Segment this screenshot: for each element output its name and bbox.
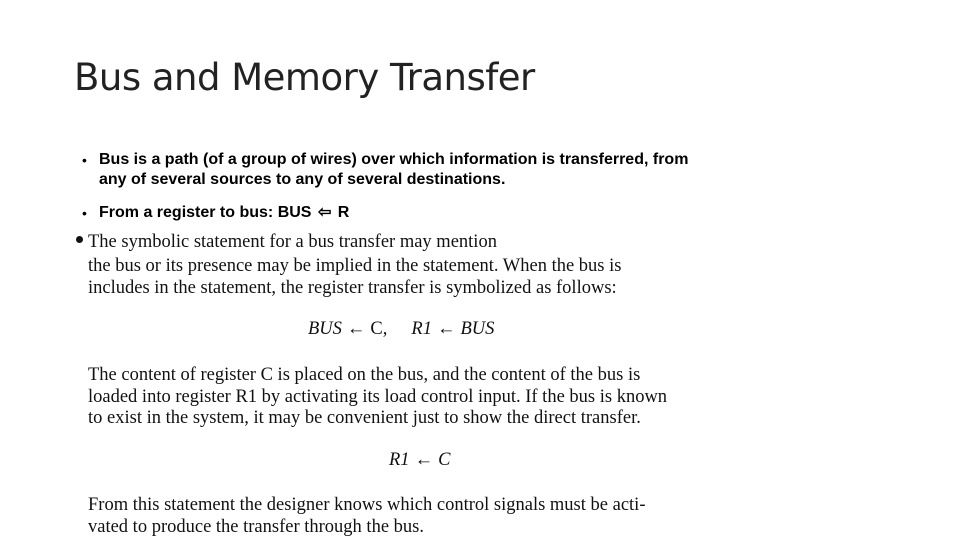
bullet-text-source: R [337, 204, 350, 221]
left-arrow-icon: ← [436, 319, 456, 339]
bullet-bus-definition [80, 150, 780, 190]
scan-paragraph-line: From this statement the designer knows which control signals must be acti- [88, 495, 646, 515]
equation-term: BUS [460, 319, 495, 339]
bullet-text: From a register to bus: BUS [99, 204, 312, 221]
equation-direct-transfer [389, 450, 450, 471]
scan-bullet-dot [76, 236, 83, 243]
scan-paragraph-line: includes in the statement, the register transfer is symbolized as follows: [88, 278, 617, 298]
slide-title: Bus and Memory Transfer [74, 56, 535, 99]
bullet-list [80, 150, 780, 223]
bullet-marker: • [82, 205, 87, 221]
scan-paragraph-line: vated to produce the transfer through the bus. [88, 517, 424, 537]
scan-paragraph-line: The symbolic statement for a bus transfer may mention [88, 232, 497, 252]
equation-term: R1 [389, 450, 410, 470]
left-arrow-icon: ⇦ [317, 204, 332, 221]
equation-term: C, [370, 319, 388, 339]
scanned-textbook-excerpt [76, 231, 776, 540]
bullet-text-line: Bus is a path (of a group of wires) over which information is transferred, from [99, 151, 689, 168]
bullet-register-to-bus [80, 203, 780, 223]
bullet-text-line: any of several sources to any of several destinations. [99, 171, 506, 188]
bullet-marker: • [82, 152, 87, 168]
equation-bus-transfer [308, 319, 494, 340]
scan-paragraph-line: loaded into register R1 by activating its load control input. If the bus is known [88, 387, 668, 407]
equation-term: R1 [411, 319, 432, 339]
left-arrow-icon: ← [414, 450, 434, 470]
equation-term: C [438, 450, 451, 470]
scan-paragraph-line: the bus or its presence may be implied in the statement. When the bus is [88, 256, 622, 276]
equation-term: BUS [308, 319, 342, 339]
scan-paragraph-line: The content of register C is placed on the bus, and the content of the bus is [88, 365, 641, 385]
left-arrow-icon: ← [346, 319, 366, 339]
scan-paragraph-line: to exist in the system, it may be convenient just to show the direct transfer. [88, 408, 641, 428]
